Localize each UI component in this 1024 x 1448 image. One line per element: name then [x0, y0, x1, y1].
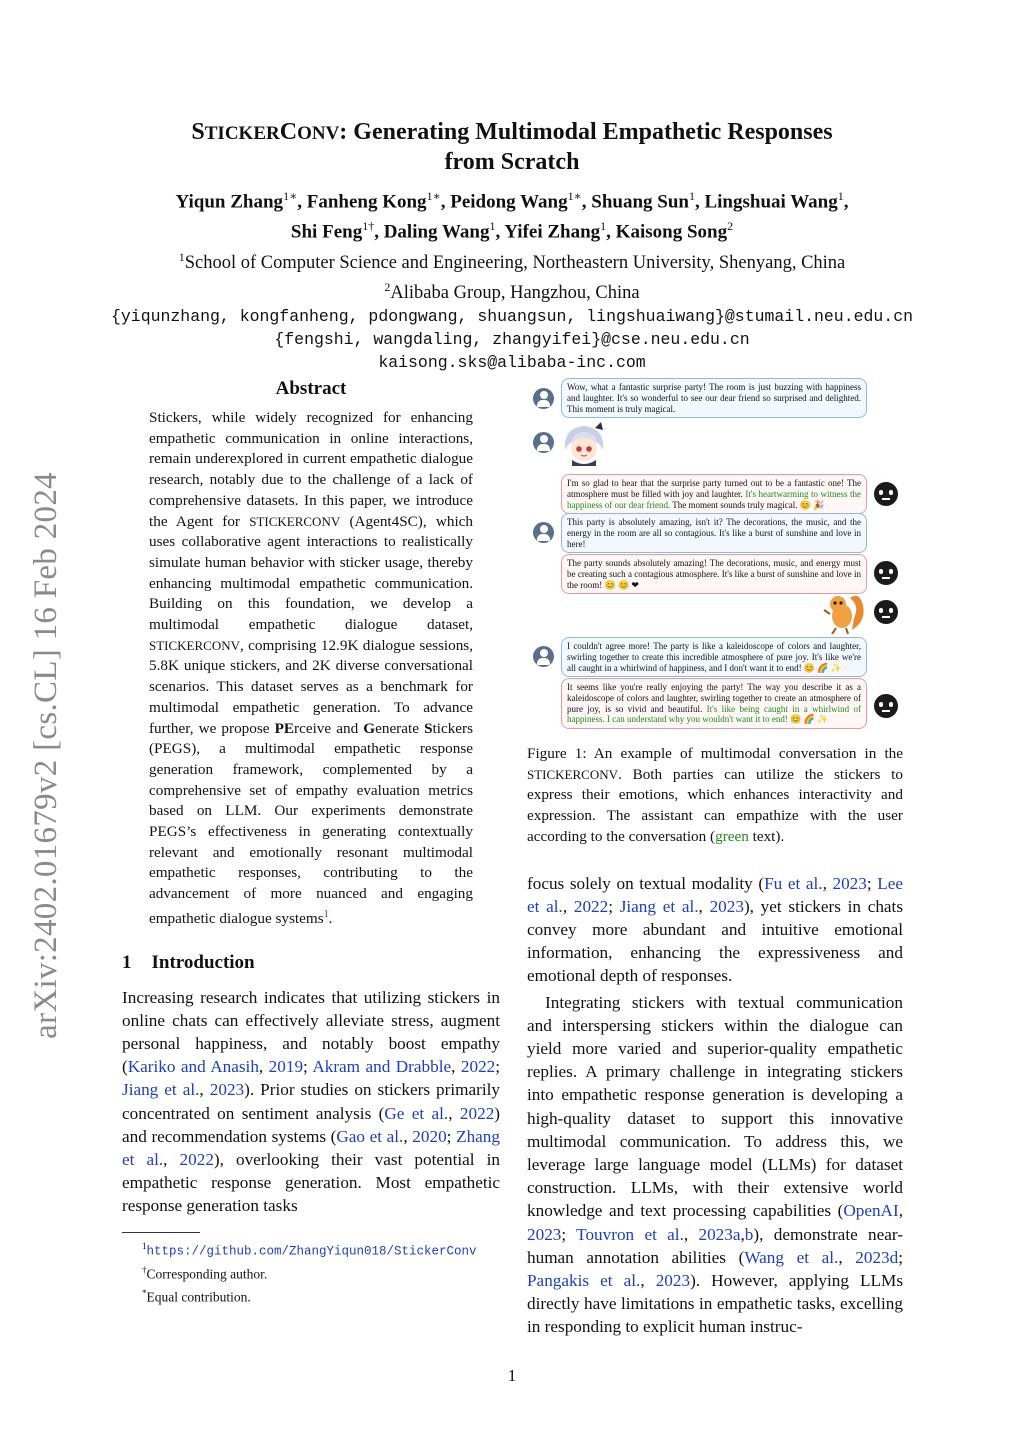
text-seg: , — [199, 1080, 210, 1100]
author-sup: 1∗ — [283, 189, 298, 203]
caption-seg: text). — [748, 827, 785, 845]
footnote-link[interactable]: 1 — [323, 908, 329, 920]
user-avatar-icon — [533, 522, 554, 543]
caption-green: green — [715, 827, 749, 845]
citation-year-link[interactable]: 2023a — [698, 1224, 741, 1244]
citation-year-link[interactable]: b — [744, 1224, 754, 1244]
author-sup: 1 — [489, 219, 496, 234]
author-name: Fanheng Kong — [306, 191, 427, 213]
msg-seg: I'm so glad to hear that the surprise party turned out to be a fantastic one! The atmosphere must be filled with joy and laughter. — [567, 478, 861, 499]
github-link[interactable]: https://github.com/ZhangYiqun018/StickerConv — [146, 1244, 477, 1259]
abstract-seg: tickers (PEGS), a multimodal empathetic response generation framework, complemented by a comprehensive set of empathy evaluation metrics based on LLM. Our experiments demonstrate PEGS’s effectiveness in generating contextually relevant and emotionally resonant multimodal empathetic responses, contributing to the advancement of more nuanced and engaging empathetic dialogue systems — [149, 719, 473, 927]
citation-link[interactable]: Jiang et al. — [619, 896, 699, 916]
assistant-message-1 — [561, 474, 867, 514]
text-seg: , — [403, 1126, 413, 1146]
footnote-mark: † — [142, 1265, 147, 1276]
user-message-2: This party is absolutely amazing, isn't it? The decorations, the music, and the energy in the room are all so contagious. It's like a burst of sunshine and love in here! — [561, 513, 867, 553]
text-seg: , — [822, 873, 833, 893]
citation-year-link[interactable]: 2022 — [573, 896, 609, 916]
citation-year-link[interactable]: 2020 — [412, 1126, 447, 1146]
citation-year-link[interactable]: 2022 — [460, 1057, 496, 1077]
user-message-3: I couldn't agree more! The party is like a kaleidoscope of colors and laughter, swirling together to create this incredible atmosphere of pure joy. It's like we're all caught in a whirlwind of happiness, and I don't want it to end! 😊 🌈 ✨ — [561, 637, 867, 677]
text-seg: ; — [446, 1126, 457, 1146]
empathy-text: It's heartwarming to witness the happiness of our dear friend. — [567, 488, 861, 510]
text-seg: ), yet stickers in chats convey more abundant and intuitive emotional information, enhancing the expressiveness and emotional depth of responses. — [527, 896, 904, 986]
abstract-seg: enerate — [375, 719, 425, 737]
citation-link[interactable]: Wang et al. — [744, 1247, 839, 1267]
text-seg: Increasing research indicates that utilizing stickers in online chats can effectively alleviate stress, augment personal happiness, and notably boost empathy ( — [122, 987, 500, 1077]
affiliation-1 — [80, 245, 944, 275]
aff-text: School of Computer Science and Engineering, Northeastern University, Shenyang, China — [184, 252, 846, 273]
footnote-mark: 1 — [142, 1240, 147, 1251]
text-seg: , — [448, 1103, 460, 1123]
figure-1-conversation — [527, 378, 903, 738]
msg-seg: 😊 🌈 ✨ — [787, 714, 829, 725]
citation-year-link[interactable]: 2023 — [709, 896, 744, 916]
title-sc1-first: S — [191, 119, 205, 145]
email-line-2: {fengshi, wangdaling, zhangyifei}@cse.neu.edu.cn — [274, 329, 750, 349]
title-line2: from Scratch — [444, 149, 580, 175]
title-line1: : Generating Multimodal Empathetic Responses — [339, 119, 833, 145]
text-seg: , — [698, 896, 710, 916]
squirrel-sticker-icon — [822, 590, 870, 634]
page-number: 1 — [507, 1366, 517, 1385]
author-name: Kaisong Song — [615, 221, 728, 243]
abstract-text — [149, 408, 473, 930]
section-title: Introduction — [151, 951, 255, 973]
author-name: Shuang Sun — [591, 191, 689, 213]
arxiv-id-text: arXiv:2402.01679v2 [cs.CL] 16 Feb 2024 — [27, 471, 64, 1039]
text-seg: ; — [866, 873, 878, 893]
caption-seg: . Both parties can utilize the stickers to express their emotions, which enhances interactivity and expression. The assistant can empathize with the user according to the conversation ( — [527, 765, 903, 845]
empathy-text: It's like being caught in a whirlwind of happiness. I can understand why you wouldn't want it to end! — [567, 703, 861, 725]
user-avatar-icon — [533, 388, 554, 409]
text-seg: ) and recommendation systems ( — [122, 1103, 501, 1146]
citation-year-link[interactable]: 2022 — [459, 1103, 495, 1123]
author-sup: 2 — [727, 219, 734, 234]
citation-link[interactable]: Touvron et al. — [576, 1224, 684, 1244]
author-name: Shi Feng — [290, 221, 363, 243]
citation-link[interactable]: Ge et al. — [384, 1103, 449, 1123]
paper-title — [80, 118, 944, 177]
assistant-message-2: The party sounds absolutely amazing! The decorations, music, and energy must be creating such a contagious atmosphere. It's like a burst of sunshine and love in the room! 😊 😊 ❤ — [561, 554, 867, 594]
text-seg: , — [683, 1224, 699, 1244]
citation-year-link[interactable]: 2023d — [855, 1247, 899, 1267]
citation-year-link[interactable]: 2022 — [179, 1150, 214, 1170]
email-line-3: kaisong.sks@alibaba-inc.com — [378, 352, 646, 372]
title-sc2-first: C — [279, 119, 298, 145]
footnote-text: Equal contribution. — [146, 1289, 251, 1305]
abstract-bold: S — [424, 719, 433, 737]
citation-year-link[interactable]: 2023 — [832, 873, 867, 893]
title-sc2-rest: ONV — [297, 123, 340, 144]
footnote-1 — [122, 1237, 500, 1262]
anime-girl-sticker-icon — [559, 420, 609, 468]
citation-link[interactable]: Akram and Drabble — [312, 1057, 452, 1077]
text-seg: ; — [561, 1224, 577, 1244]
text-seg: , — [838, 1247, 856, 1267]
left-column — [122, 378, 500, 1306]
title-sc1-rest: TICKER — [204, 123, 280, 144]
right-paragraph-1 — [527, 872, 903, 988]
abstract-heading: Abstract — [275, 378, 347, 399]
caption-seg: Figure 1: An example of multimodal conversation in the — [527, 745, 903, 762]
text-seg: ; — [608, 896, 620, 916]
author-list: Yiqun Zhang$^{1∗}$, Fanheng Kong$^{1∗}$, Peidong Wang$^{1∗}$, Shuang Sun$^1$, Lingshuai Wang$^1$, Shi Feng$^{1\dagger}$, Daling Wang$^1$, Yifei Zhang$^1$, Kaisong Song$^2$ — [175, 189, 849, 243]
abstract-sc: STICKERCONV — [149, 637, 241, 653]
text-seg: , — [562, 896, 574, 916]
text-seg: ). However, applying LLMs directly have limitations in empathetic tasks, excelling in responding to explicit human instruc- — [527, 1270, 904, 1337]
assistant-robot-icon — [874, 561, 898, 585]
author-name: Peidong Wang — [450, 191, 568, 213]
author-sup: 1 — [688, 189, 695, 203]
citation-year-link[interactable]: 2023 — [655, 1270, 691, 1290]
assistant-message-3 — [561, 678, 867, 729]
text-seg: ; — [303, 1057, 313, 1077]
citation-link[interactable]: Gao et al. — [336, 1126, 404, 1146]
assistant-robot-icon — [874, 482, 898, 506]
footnote-text: Corresponding author. — [146, 1266, 268, 1282]
abstract-sc: STICKERCONV — [249, 513, 341, 529]
abstract-bold: PE — [274, 719, 295, 737]
citation-year-link[interactable]: 2023 — [527, 1224, 562, 1244]
footnote-mark: * — [142, 1287, 147, 1298]
citation-link[interactable]: Zhang et al. — [122, 1126, 500, 1170]
aff-text: Alibaba Group, Hangzhou, China — [390, 282, 640, 303]
text-seg: ), demonstrate near-human annotation abilities ( — [527, 1224, 903, 1267]
affiliation-2 — [80, 275, 944, 305]
aff-sup: 2 — [384, 279, 391, 294]
abstract-seg: , comprising 12.9K dialogue sessions, 5.8K unique stickers, and 2K diverse conversational scenarios. This dataset serves as a benchmark for multimodal empathetic generation. To advance further, we propose — [149, 636, 473, 737]
right-column — [527, 378, 903, 1339]
text-seg: , — [258, 1057, 269, 1077]
author-name: Daling Wang — [383, 221, 490, 243]
figure-caption — [527, 744, 903, 848]
abstract-bold: G — [363, 719, 376, 737]
author-name: Yifei Zhang — [504, 221, 601, 243]
text-seg: , — [898, 1201, 903, 1221]
aff-sup: 1 — [178, 249, 185, 264]
msg-seg: The moment sounds truly magical. 😊 🎉 — [670, 499, 825, 510]
intro-paragraph — [122, 986, 500, 1218]
right-body — [527, 872, 903, 1339]
assistant-robot-icon — [874, 600, 898, 624]
text-seg: ), overlooking their vast potential in empathetic response generation. Most empathetic response generation tasks — [122, 1150, 500, 1216]
text-seg: ; — [495, 1057, 501, 1077]
text-seg: , — [640, 1270, 656, 1290]
text-seg: focus solely on textual modality ( — [527, 873, 765, 893]
msg-seg: It seems like you're really enjoying the party! The way you describe it as a kaleidoscope of colors and laughter, swirling together to create an atmosphere of pure joy, is so vivid and beautiful. — [567, 682, 861, 714]
citation-link[interactable]: Jiang et al. — [122, 1080, 200, 1100]
text-seg: ). Prior studies on stickers primarily concentrated on sentiment analysis ( — [122, 1080, 501, 1123]
citation-year-link[interactable]: 2023 — [209, 1080, 245, 1100]
citation-link[interactable]: Lee et al. — [527, 873, 903, 916]
author-sup: 1∗ — [567, 189, 582, 203]
author-name: Lingshuai Wang — [704, 191, 838, 213]
assistant-robot-icon — [874, 694, 898, 718]
citation-link[interactable]: Fu et al. — [764, 873, 823, 893]
author-sup: 1† — [362, 219, 375, 234]
author-name: Yiqun Zhang — [175, 191, 284, 213]
text-seg: ; — [898, 1247, 903, 1267]
right-paragraph-2 — [527, 991, 903, 1339]
user-message-1: Wow, what a fantastic surprise party! The room is just buzzing with happiness and laughter. It's so wonderful to see our dear friend so surprised and delighted. This moment is truly magical. — [561, 378, 867, 418]
abstract-seg: rceive and — [294, 719, 364, 737]
section-heading-introduction — [122, 952, 500, 974]
abstract-seg: (Agent4SC), which uses collaborative agent interactions to realistically simulate human behavior with sticker usage, thereby enhancing multimodal empathetic communication. Building on this foundation, we develop a multimodal empathetic dialogue dataset, — [149, 512, 473, 634]
paper-header — [80, 118, 944, 374]
text-seg: , — [163, 1150, 180, 1170]
footnote-2 — [122, 1261, 500, 1284]
user-avatar-icon — [533, 646, 554, 667]
abstract-seg: . — [328, 909, 333, 927]
text-seg: Integrating stickers with textual communication and interspersing stickers within the dialogue can yield more varied and superior-quality empathetic replies. A primary challenge in integrating stickers into empathetic response generation is developing a high-quality dataset to support this innovative multimodal communication. To address this, we leverage large language model (LLMs) for dataset construction. LLMs, with their extensive world knowledge and text processing capabilities ( — [527, 992, 903, 1221]
citation-link[interactable]: Kariko and Anasih — [127, 1057, 259, 1077]
footnote-3 — [122, 1284, 500, 1307]
citation-link[interactable]: OpenAI — [843, 1201, 899, 1221]
email-line-1: {yiqunzhang, kongfanheng, pdongwang, shuangsun, lingshuaiwang}@stumail.neu.edu.cn — [110, 306, 914, 326]
section-number: 1 — [122, 951, 132, 973]
author-sup: 1 — [600, 219, 607, 234]
text-seg: , — [451, 1057, 461, 1077]
abstract-seg: Stickers, while widely recognized for enhancing empathetic communication in online interactions, remain underexplored in current empathetic dialogue research, notably due to the challenge of a lack of comprehensive datasets. In this paper, we introduce the Agent for — [149, 409, 473, 530]
citation-year-link[interactable]: 2019 — [268, 1057, 304, 1077]
author-sup: 1∗ — [426, 189, 441, 203]
author-sup: 1 — [837, 189, 844, 203]
citation-link[interactable]: Pangakis et al. — [527, 1270, 641, 1290]
arxiv-identifier — [20, 455, 72, 1055]
user-avatar-icon — [533, 432, 554, 453]
caption-sc: STICKERCONV — [527, 766, 619, 782]
text-seg: , — [740, 1224, 745, 1244]
